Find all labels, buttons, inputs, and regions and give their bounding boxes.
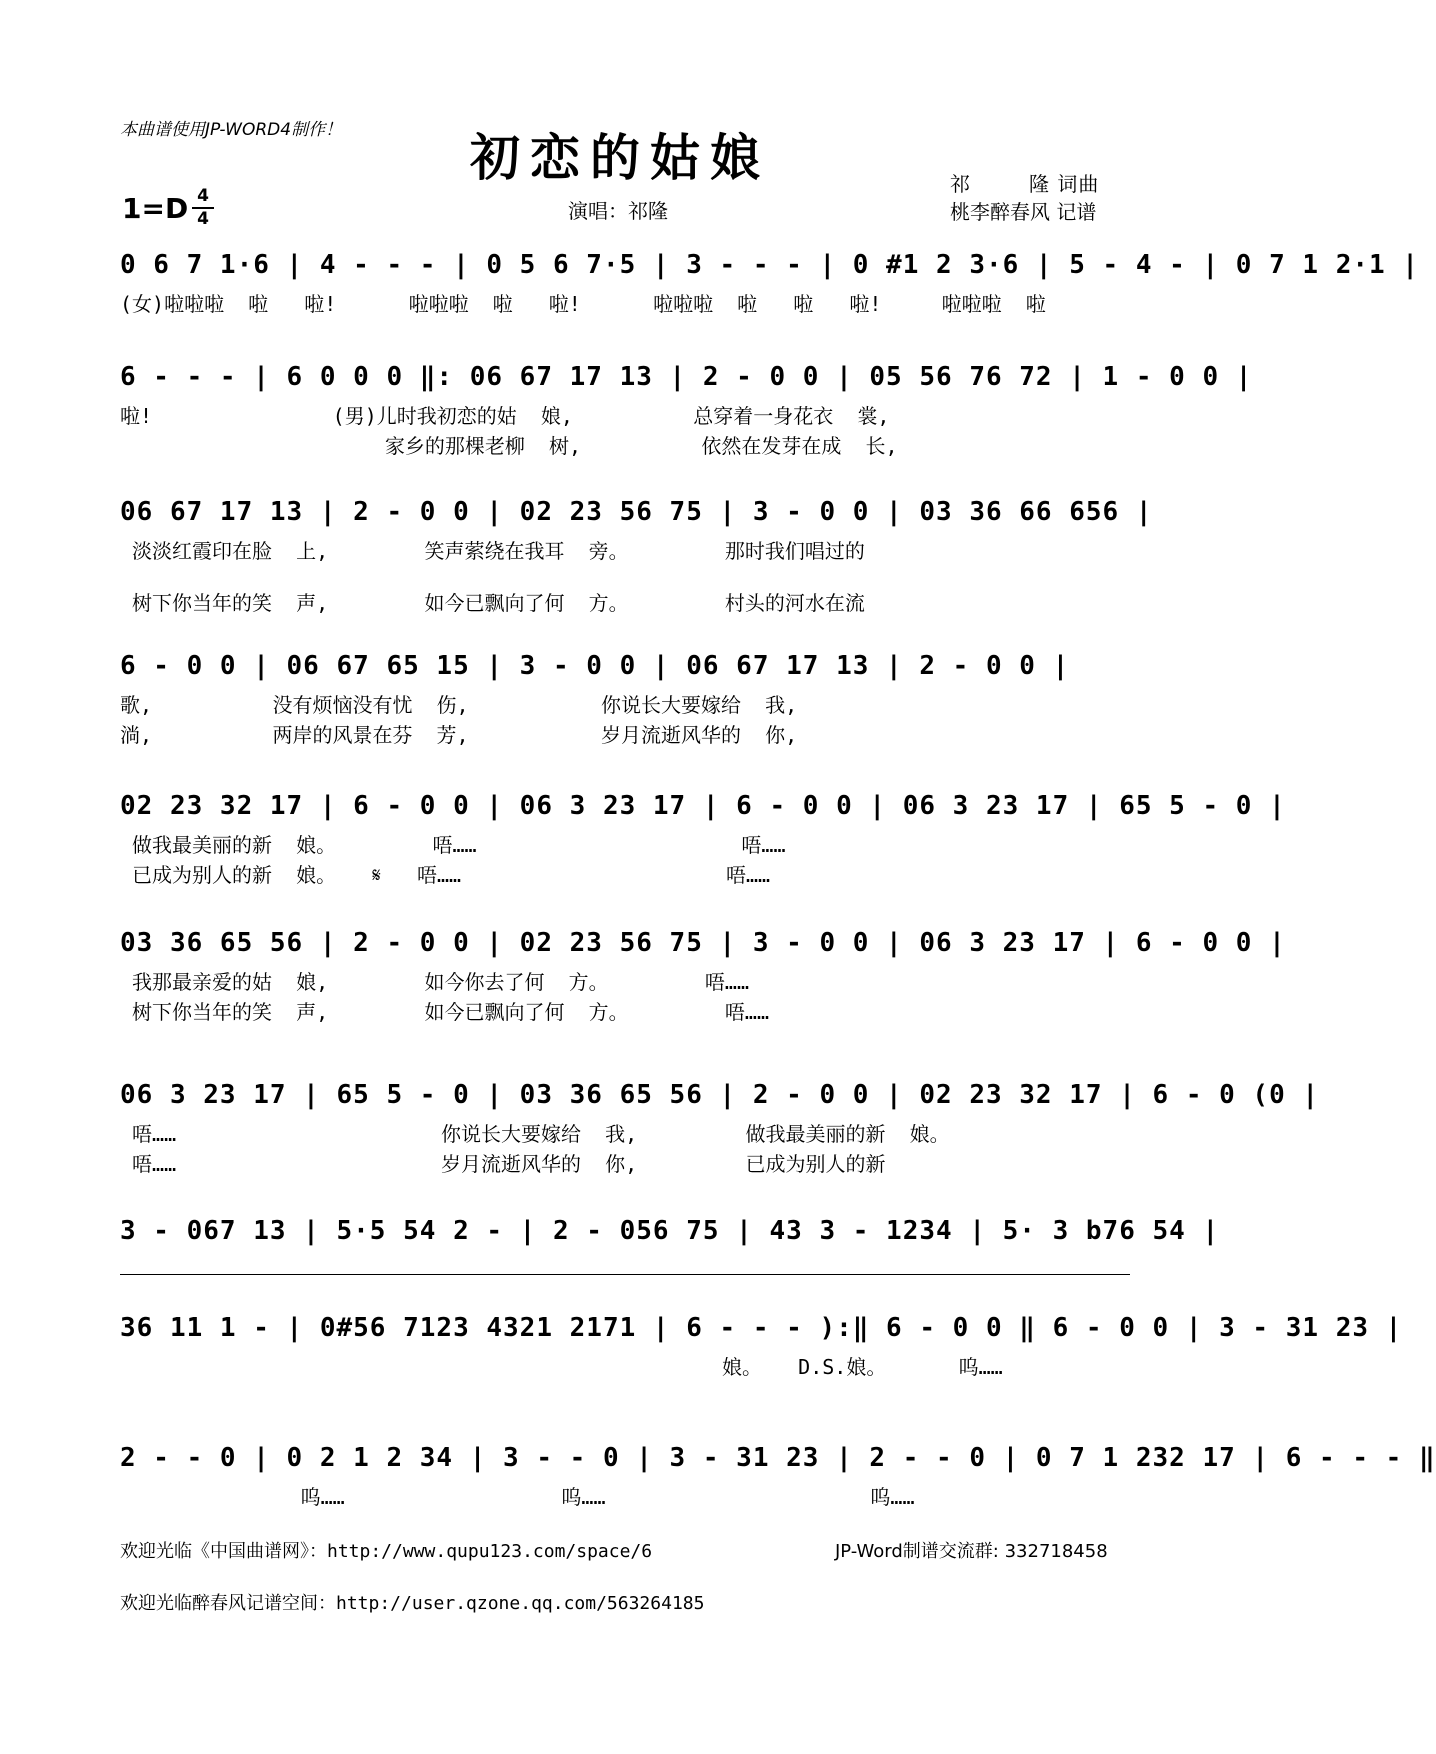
lyric-verse-2: 家乡的那棵老柳 树, 依然在发芽在成 长, — [120, 434, 898, 458]
notation: 06 3 23 17 | 65 5 - 0 | 03 36 65 56 | 2 - 0 0 | 02 23 32 17 | 6 - 0 (0 | — [120, 1080, 1320, 1110]
lyric-verse-1: (女)啦啦啦 啦 啦! 啦啦啦 啦 啦! 啦啦啦 啦 啦 啦! 啦啦啦 啦 — [120, 292, 1046, 316]
notation: 2 - - 0 | 0 2 1 2 34 | 3 - - 0 | 3 - 31 23 | 2 - - 0 | 0 7 1 232 17 | 6 - - - ‖ — [120, 1443, 1436, 1473]
notation: 06 67 17 13 | 2 - 0 0 | 02 23 56 75 | 3 - 0 0 | 03 36 66 656 | — [120, 497, 1153, 527]
lyric-verse-1: 啦! (男)儿时我初恋的姑 娘, 总穿着一身花衣 裳, — [120, 404, 890, 428]
lyric-verse-1: 唔…… 你说长大要嫁给 我, 做我最美丽的新 娘。 — [120, 1122, 950, 1146]
score-row-9 — [120, 1313, 1403, 1423]
system-line — [120, 1274, 1130, 1275]
lyric-verse-1: 淡淡红霞印在脸 上, 笑声萦绕在我耳 旁。 那时我们唱过的 — [120, 539, 865, 563]
lyric-verse-1: 做我最美丽的新 娘。 唔…… 唔…… — [120, 833, 786, 857]
score-row-3 — [120, 497, 1153, 615]
score-row-7 — [120, 1080, 1320, 1190]
notation: 3 - 067 13 | 5·5 54 2 - | 2 - 056 75 | 43 3 - 1234 | 5· 3 b76 54 | — [120, 1216, 1220, 1246]
composer-rest: 隆 词曲 — [1029, 172, 1100, 196]
score-row-6 — [120, 928, 1286, 1038]
score-row-8 — [120, 1216, 1220, 1326]
composer-first: 祁 — [950, 172, 971, 196]
footer-group: JP-Word制谱交流群: 332718458 — [835, 1541, 1108, 1562]
footer-site: 欢迎光临《中国曲谱网》：http://www.qupu123.com/space/6 — [120, 1541, 653, 1562]
score-row-5 — [120, 791, 1286, 901]
lyric-verse-2: 树下你当年的笑 声, 如今已飘向了何 方。 村头的河水在流 — [120, 591, 865, 615]
notation: 03 36 65 56 | 2 - 0 0 | 02 23 56 75 | 3 - 0 0 | 06 3 23 17 | 6 - 0 0 | — [120, 928, 1286, 958]
lyric-verse-1: 我那最亲爱的姑 娘, 如今你去了何 方。 唔…… — [120, 970, 749, 994]
notation: 6 - 0 0 | 06 67 65 15 | 3 - 0 0 | 06 67 17 13 | 2 - 0 0 | — [120, 651, 1070, 681]
composer — [950, 168, 1099, 197]
time-bottom: 4 — [197, 209, 209, 229]
song-title: 初恋的姑娘 — [470, 128, 770, 187]
time-top: 4 — [197, 186, 209, 206]
key-signature: 1=D — [122, 192, 189, 225]
lyric-verse-1: 歌, 没有烦恼没有忧 伤, 你说长大要嫁给 我, — [120, 693, 798, 717]
lyric-verse-2: 树下你当年的笑 声, 如今已飘向了何 方。 唔…… — [120, 1000, 769, 1024]
notation: 0 6 7 1·6 | 4 - - - | 0 5 6 7·5 | 3 - - - | 0 #1 2 3·6 | 5 - 4 - | 0 7 1 2·1 | — [120, 250, 1419, 280]
score-row-4 — [120, 651, 1130, 761]
footer-space: 欢迎光临醉春风记谱空间：http://user.qzone.qq.com/563264185 — [120, 1593, 705, 1614]
singer: 演唱：祁隆 — [568, 199, 668, 223]
lyric-verse-1: 呜…… 呜…… 呜…… — [120, 1485, 915, 1509]
lyric-verse-2: 唔…… 岁月流逝风华的 你, 已成为别人的新 — [120, 1152, 886, 1176]
notation: 6 - - - | 6 0 0 0 ‖: 06 67 17 13 | 2 - 0 0 | 05 56 76 72 | 1 - 0 0 | — [120, 362, 1253, 392]
time-signature — [192, 188, 214, 228]
lyric-verse-2: 淌, 两岸的风景在芬 芳, 岁月流逝风华的 你, — [120, 723, 798, 747]
lyric-verse-2: 已成为别人的新 娘。 𝄋 唔…… 唔…… — [120, 863, 771, 887]
notation: 02 23 32 17 | 6 - 0 0 | 06 3 23 17 | 6 - 0 0 | 06 3 23 17 | 65 5 - 0 | — [120, 791, 1286, 821]
software-credit: 本曲谱使用JP-WORD4制作！ — [120, 120, 343, 140]
notation: 36 11 1 - | 0#56 7123 4321 2171 | 6 - - - ):‖ 6 - 0 0 ‖ 6 - 0 0 | 3 - 31 23 | — [120, 1313, 1403, 1343]
lyric-verse-1: 娘。 D.S.娘。 呜…… — [120, 1355, 1003, 1379]
score-row-2 — [120, 362, 1253, 472]
transcriber: 桃李醉春风 记谱 — [950, 200, 1097, 224]
score-row-1 — [120, 250, 1419, 360]
